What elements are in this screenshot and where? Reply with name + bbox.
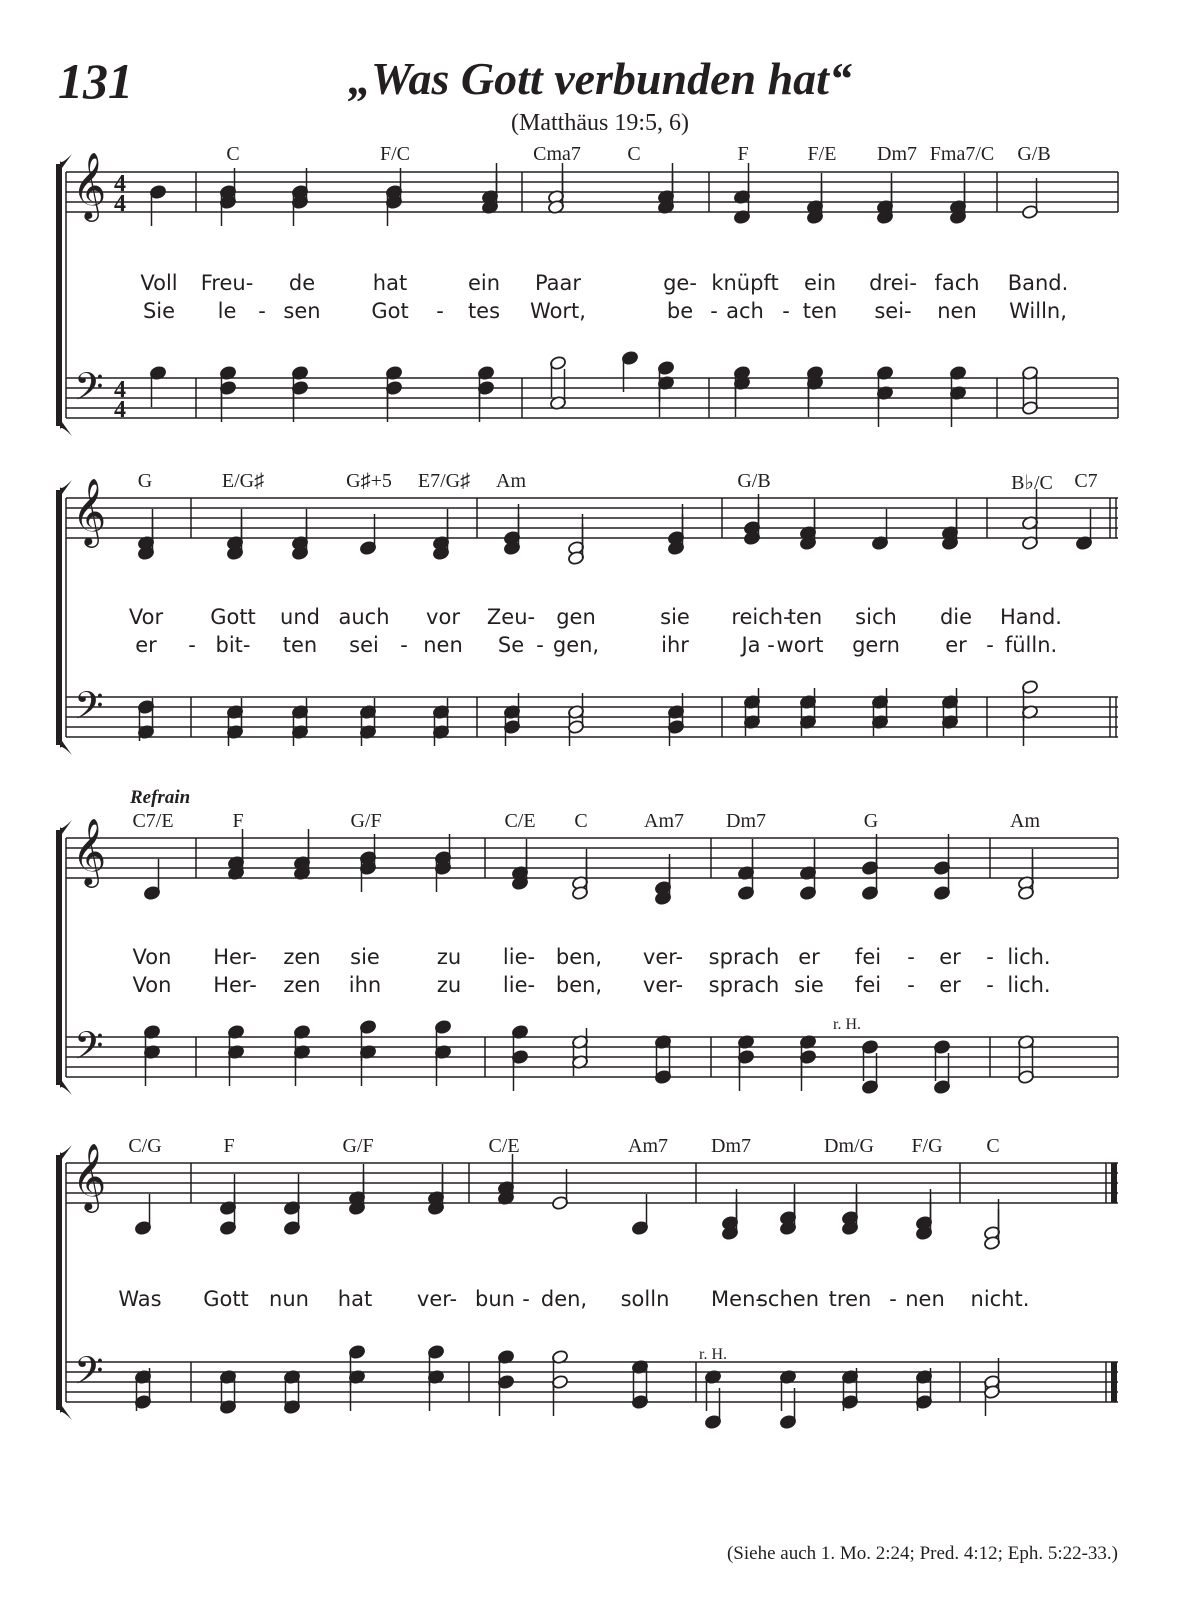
lyric: Von bbox=[132, 945, 172, 969]
system-bracket bbox=[56, 490, 61, 745]
lyric: Band. bbox=[1007, 271, 1069, 295]
chord: C bbox=[226, 143, 240, 165]
bass-clef-icon: 𝄢 bbox=[74, 683, 104, 737]
lyric: lie- bbox=[502, 973, 536, 997]
lyric: Got bbox=[371, 299, 409, 323]
lyric: ver- bbox=[642, 973, 684, 997]
lyric: sie bbox=[794, 973, 824, 997]
chord: F bbox=[232, 810, 244, 832]
hymn-number: 131 bbox=[58, 53, 133, 109]
refrain-label: Refrain bbox=[130, 787, 191, 808]
chord: C bbox=[986, 1135, 1000, 1157]
lyric: fei bbox=[854, 945, 882, 969]
chord: Fma7/C bbox=[929, 143, 995, 165]
treble-clef-icon: 𝄞 bbox=[72, 477, 107, 545]
lyric: le bbox=[217, 299, 237, 323]
lyric: fülln. bbox=[1004, 633, 1058, 657]
lyric: Paar bbox=[534, 271, 582, 295]
treble-clef-icon: 𝄞 bbox=[72, 151, 107, 219]
chord: Am7 bbox=[644, 810, 684, 832]
lyric: fach bbox=[934, 271, 980, 295]
lyric: Zeu- bbox=[486, 605, 536, 629]
lyric: Se bbox=[497, 633, 525, 657]
lyric: - bbox=[907, 945, 915, 969]
treble-time-signature: 4 bbox=[114, 171, 126, 197]
lyric: tes bbox=[467, 299, 501, 323]
lyric: gen, bbox=[552, 633, 600, 657]
lyric: de bbox=[288, 271, 316, 295]
lyric: sei bbox=[349, 633, 379, 657]
lyric: drei- bbox=[869, 271, 917, 295]
lyric: sprach bbox=[708, 973, 780, 997]
lyric: hat bbox=[372, 271, 408, 295]
chord: C bbox=[574, 810, 588, 832]
lyric: er bbox=[945, 633, 967, 657]
lyric: - bbox=[400, 633, 408, 657]
chord: E7/G♯ bbox=[417, 470, 471, 492]
chord: Am7 bbox=[628, 1135, 668, 1157]
treble-time-signature: 4 bbox=[114, 191, 126, 217]
chord: G♯+5 bbox=[346, 470, 392, 492]
chord: F bbox=[737, 143, 749, 165]
lyric: schen bbox=[756, 1287, 820, 1311]
lyric: ge- bbox=[663, 271, 697, 295]
lyric: - bbox=[782, 299, 790, 323]
lyric: Sie bbox=[142, 299, 176, 323]
chord: Dm7 bbox=[711, 1135, 751, 1157]
lyric: ben, bbox=[555, 945, 603, 969]
lyric: lich. bbox=[1007, 945, 1051, 969]
lyric: sich bbox=[855, 605, 897, 629]
chord: C bbox=[627, 143, 641, 165]
scripture-reference: (Matthäus 19:5, 6) bbox=[511, 110, 689, 136]
lyric: vor bbox=[426, 605, 460, 629]
lyric: sen bbox=[283, 299, 321, 323]
lyric: knüpft bbox=[711, 271, 779, 295]
chord: E/G♯ bbox=[221, 470, 265, 492]
chord: Am bbox=[1010, 810, 1040, 832]
lyric: sie bbox=[350, 945, 380, 969]
bass-time-signature: 4 bbox=[114, 377, 126, 403]
chord: Dm/G bbox=[824, 1135, 874, 1157]
lyric: er bbox=[939, 973, 961, 997]
lyric: ver- bbox=[416, 1287, 458, 1311]
lyric: nen bbox=[423, 633, 463, 657]
lyric: ten bbox=[282, 633, 318, 657]
lyric: er bbox=[798, 945, 820, 969]
chord: C/E bbox=[488, 1135, 520, 1157]
chord: C/G bbox=[128, 1135, 162, 1157]
chord: F bbox=[223, 1135, 235, 1157]
lyric: er bbox=[939, 945, 961, 969]
lyric: ihr bbox=[661, 633, 689, 657]
lyric: - bbox=[188, 633, 196, 657]
right-hand-annotation: r. H. bbox=[699, 1346, 727, 1363]
lyric: - bbox=[536, 633, 544, 657]
lyric: Her- bbox=[213, 973, 257, 997]
chord: F/E bbox=[807, 143, 837, 165]
system-bracket bbox=[56, 830, 61, 1085]
lyric: solln bbox=[620, 1287, 670, 1311]
chord: Cma7 bbox=[533, 143, 581, 165]
chord: F/C bbox=[379, 143, 411, 165]
hymn-title: „Was Gott verbunden hat“ bbox=[348, 53, 852, 104]
bass-clef-icon: 𝄢 bbox=[74, 1023, 104, 1077]
chord: G/F bbox=[350, 810, 382, 832]
system-bracket bbox=[56, 164, 61, 426]
footer-references: (Siehe auch 1. Mo. 2:24; Pred. 4:12; Eph. 5:22-33.) bbox=[726, 1543, 1118, 1564]
lyric: und bbox=[280, 605, 320, 629]
lyric: bit- bbox=[215, 633, 251, 657]
chord: Dm7 bbox=[726, 810, 766, 832]
lyric: tren bbox=[828, 1287, 872, 1311]
lyric: - bbox=[986, 945, 994, 969]
chord: Dm7 bbox=[877, 143, 917, 165]
lyric: Her- bbox=[213, 945, 257, 969]
lyric: ein bbox=[467, 271, 501, 295]
lyric: ten bbox=[802, 299, 838, 323]
lyric: - bbox=[710, 299, 718, 323]
lyric: lich. bbox=[1007, 973, 1051, 997]
chord: C7 bbox=[1074, 470, 1098, 492]
lyric: Von bbox=[132, 973, 172, 997]
lyric: - bbox=[522, 1287, 530, 1311]
lyric: Ja bbox=[741, 633, 761, 657]
lyric: - bbox=[907, 973, 915, 997]
chord: G/B bbox=[737, 470, 771, 492]
lyric: Was bbox=[118, 1287, 162, 1311]
lyric: - bbox=[436, 299, 444, 323]
lyric: Wort, bbox=[530, 299, 586, 323]
lyric: zen bbox=[283, 973, 321, 997]
lyric: Willn, bbox=[1009, 299, 1067, 323]
lyric: - bbox=[767, 633, 775, 657]
lyric: er bbox=[135, 633, 157, 657]
lyric: ver- bbox=[642, 945, 684, 969]
chord: Am bbox=[496, 470, 526, 492]
lyric: nicht. bbox=[970, 1287, 1030, 1311]
lyric: den, bbox=[540, 1287, 588, 1311]
lyric: sei- bbox=[874, 299, 912, 323]
chord: C7/E bbox=[132, 810, 174, 832]
final-barline bbox=[1111, 1362, 1117, 1402]
lyric: die bbox=[939, 605, 973, 629]
bass-clef-icon: 𝄢 bbox=[74, 364, 104, 418]
lyric: ach bbox=[726, 299, 764, 323]
lyric: Gott bbox=[203, 1287, 249, 1311]
chord: G/F bbox=[342, 1135, 374, 1157]
chord: G bbox=[137, 470, 153, 492]
chord: G/B bbox=[1017, 143, 1051, 165]
lyric: nen bbox=[937, 299, 977, 323]
lyric: nen bbox=[905, 1287, 945, 1311]
lyric: zu bbox=[436, 973, 462, 997]
bass-clef-icon: 𝄢 bbox=[74, 1348, 104, 1402]
chord: G bbox=[863, 810, 879, 832]
lyric: reich- bbox=[731, 605, 791, 629]
lyric: Vor bbox=[128, 605, 164, 629]
lyric: auch bbox=[338, 605, 390, 629]
lyric: bun bbox=[475, 1287, 515, 1311]
lyric: fei bbox=[854, 973, 882, 997]
lyric: Hand. bbox=[1000, 605, 1062, 629]
lyric: - bbox=[986, 973, 994, 997]
chord: B♭/C bbox=[1011, 472, 1053, 494]
lyric: sie bbox=[660, 605, 690, 629]
right-hand-annotation: r. H. bbox=[833, 1016, 861, 1033]
treble-clef-icon: 𝄞 bbox=[72, 817, 107, 885]
lyric: Freu- bbox=[200, 271, 254, 295]
lyric: ben, bbox=[555, 973, 603, 997]
lyric: Men- bbox=[711, 1287, 763, 1311]
lyric: hat bbox=[337, 1287, 373, 1311]
lyric: - bbox=[986, 633, 994, 657]
system-bracket bbox=[56, 1155, 61, 1410]
bass-time-signature: 4 bbox=[114, 397, 126, 423]
lyric: sprach bbox=[708, 945, 780, 969]
chord: F/G bbox=[911, 1135, 943, 1157]
chord: C/E bbox=[504, 810, 536, 832]
lyric: gen bbox=[556, 605, 596, 629]
lyric: zu bbox=[436, 945, 462, 969]
lyric: ein bbox=[803, 271, 837, 295]
lyric: - bbox=[889, 1287, 897, 1311]
lyric: Voll bbox=[140, 271, 178, 295]
lyric: - bbox=[258, 299, 266, 323]
lyric: ihn bbox=[348, 973, 382, 997]
lyric: ten bbox=[787, 605, 823, 629]
lyric: Gott bbox=[210, 605, 256, 629]
lyric: nun bbox=[269, 1287, 309, 1311]
final-barline bbox=[1111, 1163, 1117, 1203]
lyric: wort bbox=[776, 633, 824, 657]
lyric: be bbox=[666, 299, 694, 323]
lyric: zen bbox=[283, 945, 321, 969]
lyric: gern bbox=[852, 633, 900, 657]
treble-clef-icon: 𝄞 bbox=[72, 1142, 107, 1210]
lyric: lie- bbox=[502, 945, 536, 969]
